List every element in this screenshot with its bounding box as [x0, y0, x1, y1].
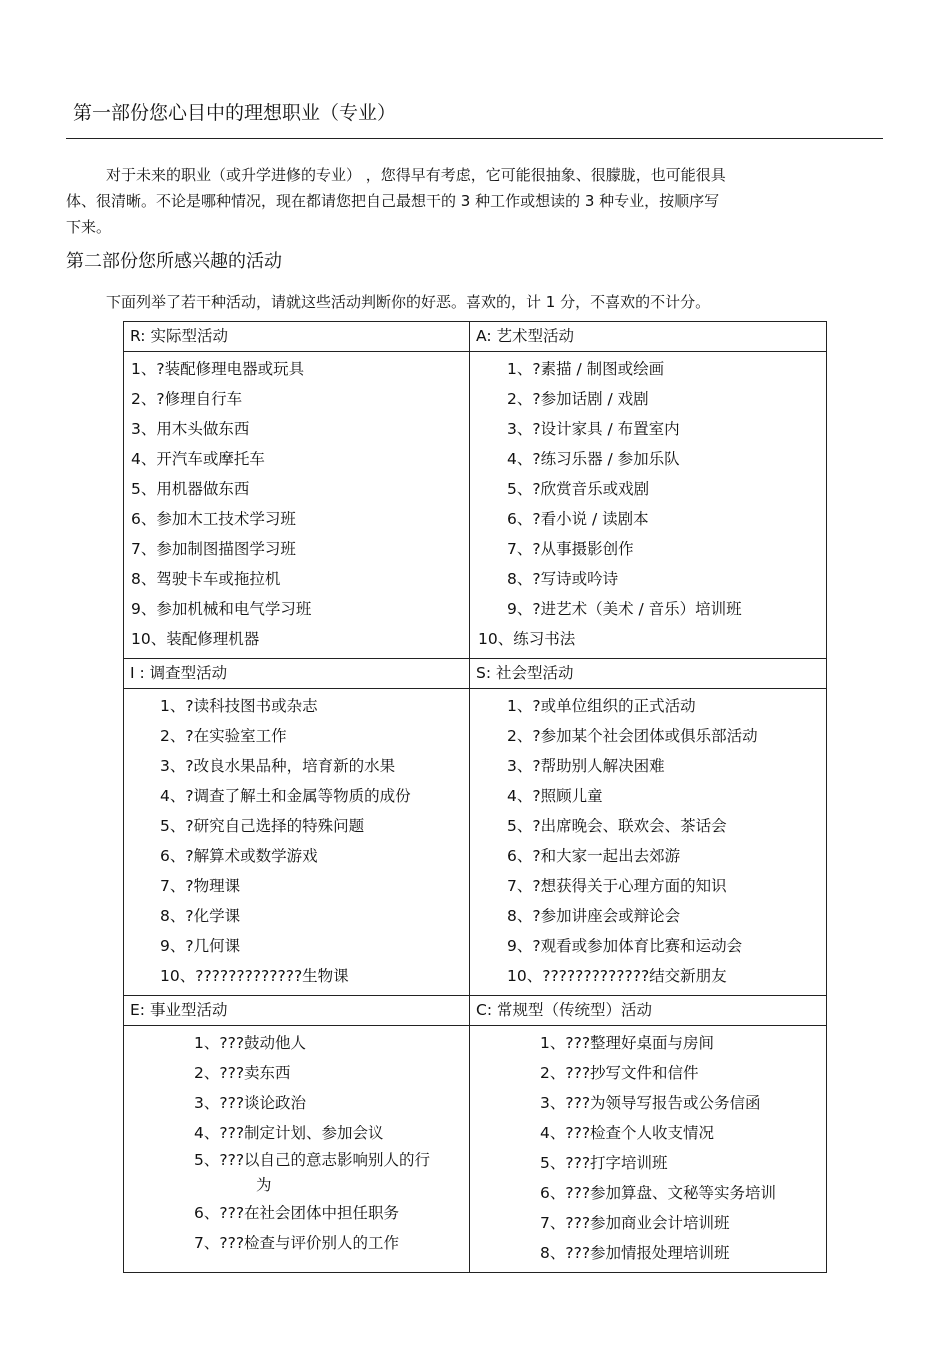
list-item: 8、?参加讲座会或辩论会	[507, 907, 681, 925]
list-item: 4、???制定计划、参加会议	[194, 1124, 384, 1142]
list-item: 7、?从事摄影创作	[507, 540, 634, 558]
activity-table	[123, 321, 827, 1273]
list-item: 3、?帮助别人解决困难	[507, 757, 665, 775]
list-item: 6、?和大家一起出去郊游	[507, 847, 681, 865]
list-item: 8、?写诗或吟诗	[507, 570, 619, 588]
part2-instruction: 下面列举了若干种活动，请就这些活动判断你的好恶。喜欢的，计 1 分，不喜欢的不计分。	[106, 293, 711, 311]
part1-paragraph	[66, 162, 881, 240]
list-item: 10、?????????????结交新朋友	[507, 967, 727, 985]
list-item: 7、参加制图描图学习班	[131, 540, 296, 558]
list-item-line: 为	[256, 1176, 272, 1194]
title-divider	[66, 138, 883, 139]
list-item: 1、???鼓动他人	[194, 1034, 307, 1052]
list-item: 2、?修理自行车	[131, 390, 243, 408]
list-item: 9、?观看或参加体育比赛和运动会	[507, 937, 743, 955]
list-item: 6、?解算术或数学游戏	[160, 847, 318, 865]
investigative-list	[124, 689, 470, 996]
section-header-artistic: A: 艺术型活动	[470, 322, 827, 352]
realistic-list	[124, 352, 470, 659]
list-item: 4、?练习乐器 / 参加乐队	[507, 450, 680, 468]
list-item: 6、???参加算盘、文秘等实务培训	[540, 1184, 777, 1202]
list-item: 8、驾驶卡车或拖拉机	[131, 570, 281, 588]
list-item: 2、???卖东西	[194, 1064, 291, 1082]
list-item: 5、???打字培训班	[540, 1154, 668, 1172]
list-item: 1、?读科技图书或杂志	[160, 697, 318, 715]
list-item: 2、?在实验室工作	[160, 727, 287, 745]
list-item: 2、???抄写文件和信件	[540, 1064, 699, 1082]
list-item: 2、?参加话剧 / 戏剧	[507, 390, 649, 408]
section-header-conventional: C: 常规型（传统型）活动	[470, 996, 827, 1026]
list-item: 3、?设计家具 / 布置室内	[507, 420, 680, 438]
list-item: 4、???检查个人收支情况	[540, 1124, 715, 1142]
list-item: 6、???在社会团体中担任职务	[194, 1204, 400, 1222]
list-item: 3、???谈论政治	[194, 1094, 307, 1112]
list-item: 10、?????????????生物课	[160, 967, 349, 985]
list-item: 4、?调查了解土和金属等物质的成份	[160, 787, 411, 805]
list-item: 5、?出席晚会、联欢会、茶话会	[507, 817, 727, 835]
social-list	[470, 689, 827, 996]
list-item-line: 5、???以自己的意志影响别人的行	[194, 1151, 431, 1169]
list-item: 4、开汽车或摩托车	[131, 450, 265, 468]
paragraph-line: 对于未来的职业（或升学进修的专业） ，您得早有考虑，它可能很抽象、很朦胧，也可能很具	[106, 166, 726, 184]
list-item: 9、参加机械和电气学习班	[131, 600, 312, 618]
list-item: 7、???检查与评价别人的工作	[194, 1234, 400, 1252]
list-item: 10、装配修理机器	[131, 630, 260, 648]
list-item: 7、?物理课	[160, 877, 241, 895]
list-item: 5、用机器做东西	[131, 480, 250, 498]
list-item: 7、???参加商业会计培训班	[540, 1214, 730, 1232]
section-header-realistic: R: 实际型活动	[124, 322, 470, 352]
paragraph-line: 下来。	[66, 218, 112, 236]
part1-title: 第一部份您心目中的理想职业（专业）	[73, 102, 397, 124]
section-header-investigative: I : 调查型活动	[124, 659, 470, 689]
list-item: 8、???参加情报处理培训班	[540, 1244, 730, 1262]
section-header-enterprising: E: 事业型活动	[124, 996, 470, 1026]
list-item: 9、?进艺术（美术 / 音乐）培训班	[507, 600, 742, 618]
list-item: 5、?欣赏音乐或戏剧	[507, 480, 650, 498]
list-item	[124, 1148, 454, 1198]
list-item: 1、?或单位组织的正式活动	[507, 697, 696, 715]
part2-title: 第二部份您所感兴趣的活动	[66, 251, 282, 272]
list-item: 5、?研究自己选择的特殊问题	[160, 817, 365, 835]
artistic-list	[470, 352, 827, 659]
list-item: 1、?素描 / 制图或绘画	[507, 360, 665, 378]
list-item: 9、?几何课	[160, 937, 241, 955]
section-header-social: S: 社会型活动	[470, 659, 827, 689]
paragraph-line: 体、很清晰。不论是哪种情况，现在都请您把自己最想干的 3 种工作或想读的 3 种专业，按顺序写	[66, 192, 720, 210]
list-item: 1、?装配修理电器或玩具	[131, 360, 305, 378]
conventional-list	[470, 1026, 827, 1273]
enterprising-list	[124, 1026, 470, 1273]
list-item: 3、???为领导写报告或公务信函	[540, 1094, 761, 1112]
list-item: 1、???整理好桌面与房间	[540, 1034, 715, 1052]
list-item: 7、?想获得关于心理方面的知识	[507, 877, 727, 895]
list-item: 3、?改良水果品种，培育新的水果	[160, 757, 396, 775]
list-item: 8、?化学课	[160, 907, 241, 925]
list-item: 10、练习书法	[478, 630, 576, 648]
list-item: 6、参加木工技术学习班	[131, 510, 296, 528]
list-item: 6、?看小说 / 读剧本	[507, 510, 649, 528]
list-item: 3、用木头做东西	[131, 420, 250, 438]
list-item: 4、?照顾儿童	[507, 787, 603, 805]
list-item: 2、?参加某个社会团体或俱乐部活动	[507, 727, 758, 745]
